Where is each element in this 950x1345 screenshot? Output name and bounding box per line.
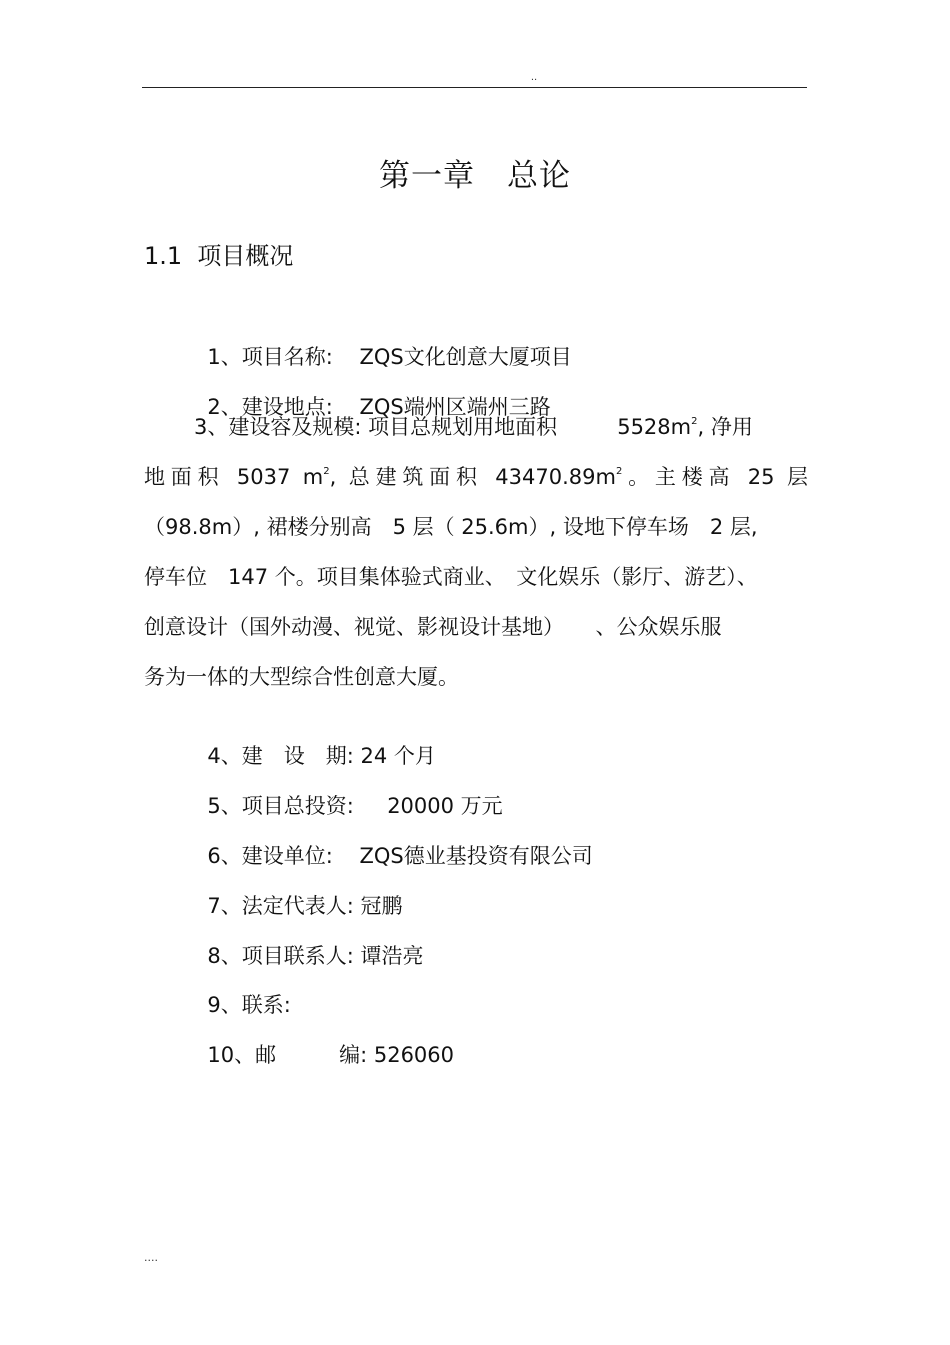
item-label: 7、法定代表人:	[207, 894, 354, 918]
item-label: 9、联系:	[207, 993, 291, 1017]
item-value: 20000 万元	[387, 794, 503, 818]
section-heading: 1.1 项目概况	[144, 242, 294, 270]
area-total: 5528m	[617, 415, 692, 439]
scale-line-2: 地面积 5037 $m^2$, 总建筑面积 $43470.89m^2$。主楼高 25 层	[144, 465, 809, 489]
item-value: 526060	[373, 1043, 455, 1067]
header-mark: ..	[530, 72, 538, 83]
item-label: 2、建设地点:	[207, 395, 333, 419]
header-rule	[142, 87, 807, 88]
item-label: 8、项目联系人:	[207, 944, 354, 968]
item-label: 5、项目总投资:	[207, 794, 354, 818]
scale-line-5: 创意设计（国外动漫、视觉、影视设计基地） 、公众娱乐服	[144, 615, 722, 639]
item-label: 1、项目名称:	[207, 345, 333, 369]
item-value: ZQS端州区端州三路	[359, 395, 551, 419]
item-value: ZQS德业基投资有限公司	[359, 844, 593, 868]
item-value: 冠鹏	[360, 894, 403, 918]
scale-line-6: 务为一体的大型综合性创意大厦。	[144, 665, 459, 689]
area-net: 5037 m	[236, 465, 324, 489]
item-value: ZQS文化创意大厦项目	[359, 345, 572, 369]
item-postcode	[194, 1010, 454, 1070]
item-value: 谭浩亮	[360, 944, 424, 968]
scale-line-4: 停车位 147 个。项目集体验式商业、 文化娱乐（影厅、游艺）、	[144, 565, 758, 589]
area-building: 43470.89m	[495, 465, 616, 489]
item-label: 6、建设单位:	[207, 844, 333, 868]
scale-line-3: （98.8m）, 裙楼分别高 5 层（ 25.6m）, 设地下停车场 2 层,	[144, 515, 758, 539]
scale-line-1: 3、建设容及规模: 项目总规划用地面积 $5528m^2$, 净用	[194, 415, 753, 439]
item-label: 10、邮 编:	[207, 1043, 368, 1067]
item-value: 24 个月	[360, 744, 436, 768]
main-floors: 25	[747, 465, 775, 489]
footer-mark: ....	[144, 1251, 158, 1264]
chapter-title: 第一章 总论	[379, 158, 571, 194]
item-label: 4、建 设 期:	[207, 744, 354, 768]
